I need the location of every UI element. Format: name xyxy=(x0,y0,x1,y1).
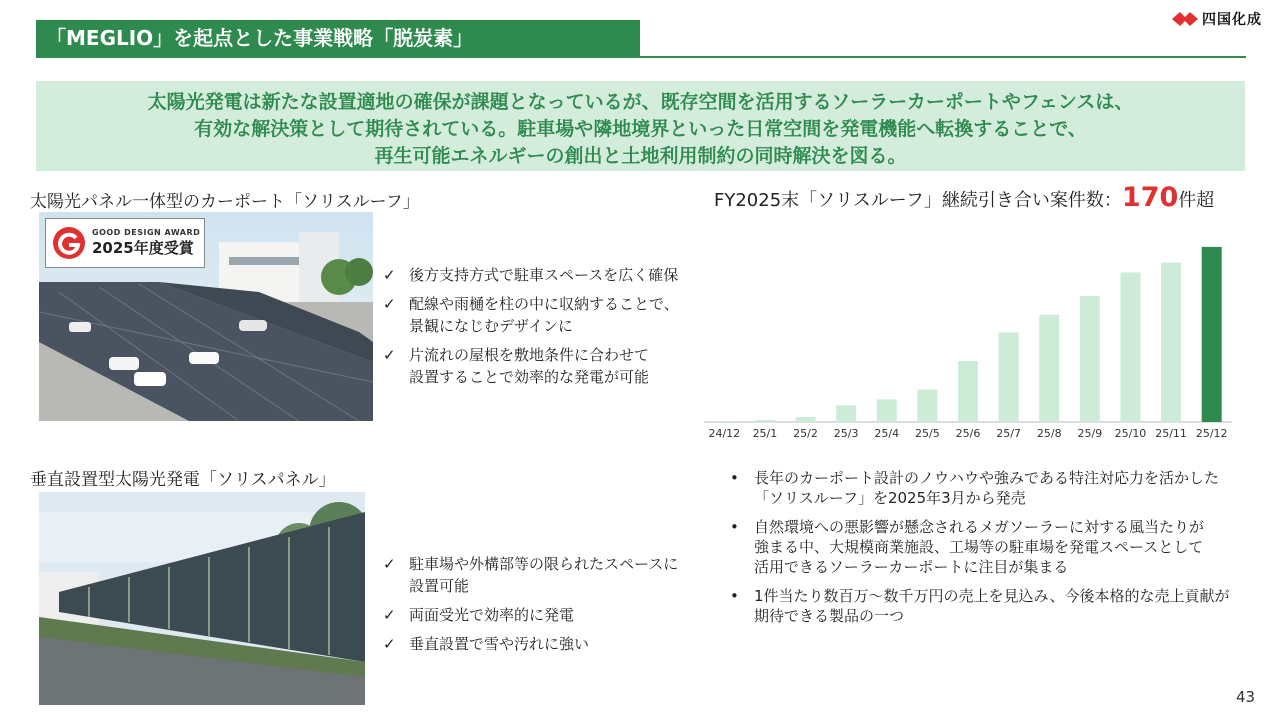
company-logo xyxy=(1172,8,1262,30)
check-icon: ✓ xyxy=(383,635,396,653)
x-tick-label: 25/9 xyxy=(1077,427,1103,440)
bullet-icon: • xyxy=(730,469,739,487)
check-icon: ✓ xyxy=(383,266,396,284)
list-item: ✓ 両面受光で効率的に発電 xyxy=(383,606,575,624)
logo-text: 四国化成 xyxy=(1202,12,1262,28)
bar-25/1 xyxy=(755,420,775,422)
bar-25/3 xyxy=(836,405,856,422)
x-tick-label: 25/4 xyxy=(874,427,900,440)
x-tick-label: 24/12 xyxy=(708,427,741,440)
list-item: • 自然環境への悪影響が懸念されるメガソーラーに対する風当たりが 強まる中、大規模商業施設、工場等の駐車場を発電スペースとして 活用できるソーラーカーポートに注目が集まる xyxy=(730,518,1205,576)
list-item: ✓ 片流れの屋根を敷地条件に合わせて 設置することで効率的な発電が可能 xyxy=(383,346,650,386)
list-item: • 長年のカーポート設計のノウハウや強みである特注対応力を活かした 「ソリスルーフ」を2025年3月から発売 xyxy=(730,469,1220,507)
chart-heading-text: FY2025末「ソリスルーフ」継続引き合い案件数： xyxy=(714,190,1122,211)
carport-heading: 太陽光パネル一体型のカーポート「ソリスルーフ」 xyxy=(30,192,420,212)
check-icon: ✓ xyxy=(383,606,396,624)
panel-photo xyxy=(39,492,365,705)
chart-heading-suffix: 件超 xyxy=(1178,190,1215,211)
award-name: GOOD DESIGN AWARD xyxy=(92,228,201,237)
list-item: ✓ 後方支持方式で駐車スペースを広く確保 xyxy=(383,266,679,284)
inquiry-bar-chart xyxy=(704,232,1232,442)
bar-25/10 xyxy=(1120,272,1140,422)
check-icon: ✓ xyxy=(383,346,396,364)
title-divider xyxy=(36,56,1246,58)
good-design-mark-icon xyxy=(52,226,86,260)
page-title: 「MEGLIO」を起点とした事業戦略「脱炭素」 xyxy=(36,20,640,56)
x-tick-label: 25/2 xyxy=(793,427,818,440)
bar-25/6 xyxy=(958,361,978,422)
panel-photo-image xyxy=(39,492,365,705)
banner-line: 有効な解決策として期待されている。駐車場や隣地境界といった日常空間を発電機能へ転換することで、 xyxy=(194,118,1087,140)
panel-heading: 垂直設置型太陽光発電「ソリスパネル」 xyxy=(30,470,336,490)
x-tick-label: 25/8 xyxy=(1036,427,1062,440)
list-item: ✓ 垂直設置で雪や汚れに強い xyxy=(383,635,590,653)
bar-25/5 xyxy=(917,390,937,422)
bar-25/7 xyxy=(999,332,1019,422)
solis-roof-notes xyxy=(728,468,1248,635)
carport-photo xyxy=(39,212,373,421)
x-tick-label: 25/5 xyxy=(915,427,940,440)
list-item: ✓ 配線や雨樋を柱の中に収納することで、 景観になじむデザインに xyxy=(383,295,679,335)
bullet-icon: • xyxy=(730,587,739,605)
banner-line: 再生可能エネルギーの創出と土地利用制約の同時解決を図る。 xyxy=(374,145,907,167)
bar-25/11 xyxy=(1161,263,1181,422)
check-icon: ✓ xyxy=(383,555,396,573)
list-item: ✓ 駐車場や外構部等の限られたスペースに 設置可能 xyxy=(383,555,679,595)
x-tick-label: 25/6 xyxy=(955,427,981,440)
banner-line: 太陽光発電は新たな設置適地の確保が課題となっているが、既存空間を活用するソーラーカーポートやフェンスは、 xyxy=(147,91,1134,113)
list-item: • 1件当たり数百万～数千万円の売上を見込み、今後本格的な売上貢献が 期待できる製品の一つ xyxy=(730,587,1230,625)
bar-25/2 xyxy=(796,417,816,422)
chart-heading xyxy=(714,182,1214,213)
inquiry-count: 170 xyxy=(1121,182,1179,213)
x-tick-label: 25/12 xyxy=(1195,427,1228,440)
x-tick-label: 25/10 xyxy=(1114,427,1147,440)
x-tick-label: 25/1 xyxy=(752,427,778,440)
logo-mark-icon xyxy=(1172,11,1198,27)
bar-25/4 xyxy=(877,399,897,422)
x-tick-label: 25/3 xyxy=(833,427,859,440)
x-tick-label: 25/7 xyxy=(996,427,1021,440)
carport-feature-list xyxy=(383,264,703,395)
bar-25/8 xyxy=(1039,315,1059,422)
x-tick-label: 25/11 xyxy=(1155,427,1187,440)
panel-feature-list xyxy=(383,553,703,662)
check-icon: ✓ xyxy=(383,295,396,313)
award-year: 2025年度受賞 xyxy=(92,239,194,257)
summary-banner xyxy=(36,81,1245,171)
bullet-icon: • xyxy=(730,518,739,536)
page-number: 43 xyxy=(1236,688,1256,706)
bar-25/9 xyxy=(1080,296,1100,422)
good-design-award-badge xyxy=(45,218,205,268)
bar-24/12 xyxy=(714,421,734,422)
bar-25/12 xyxy=(1202,247,1222,422)
